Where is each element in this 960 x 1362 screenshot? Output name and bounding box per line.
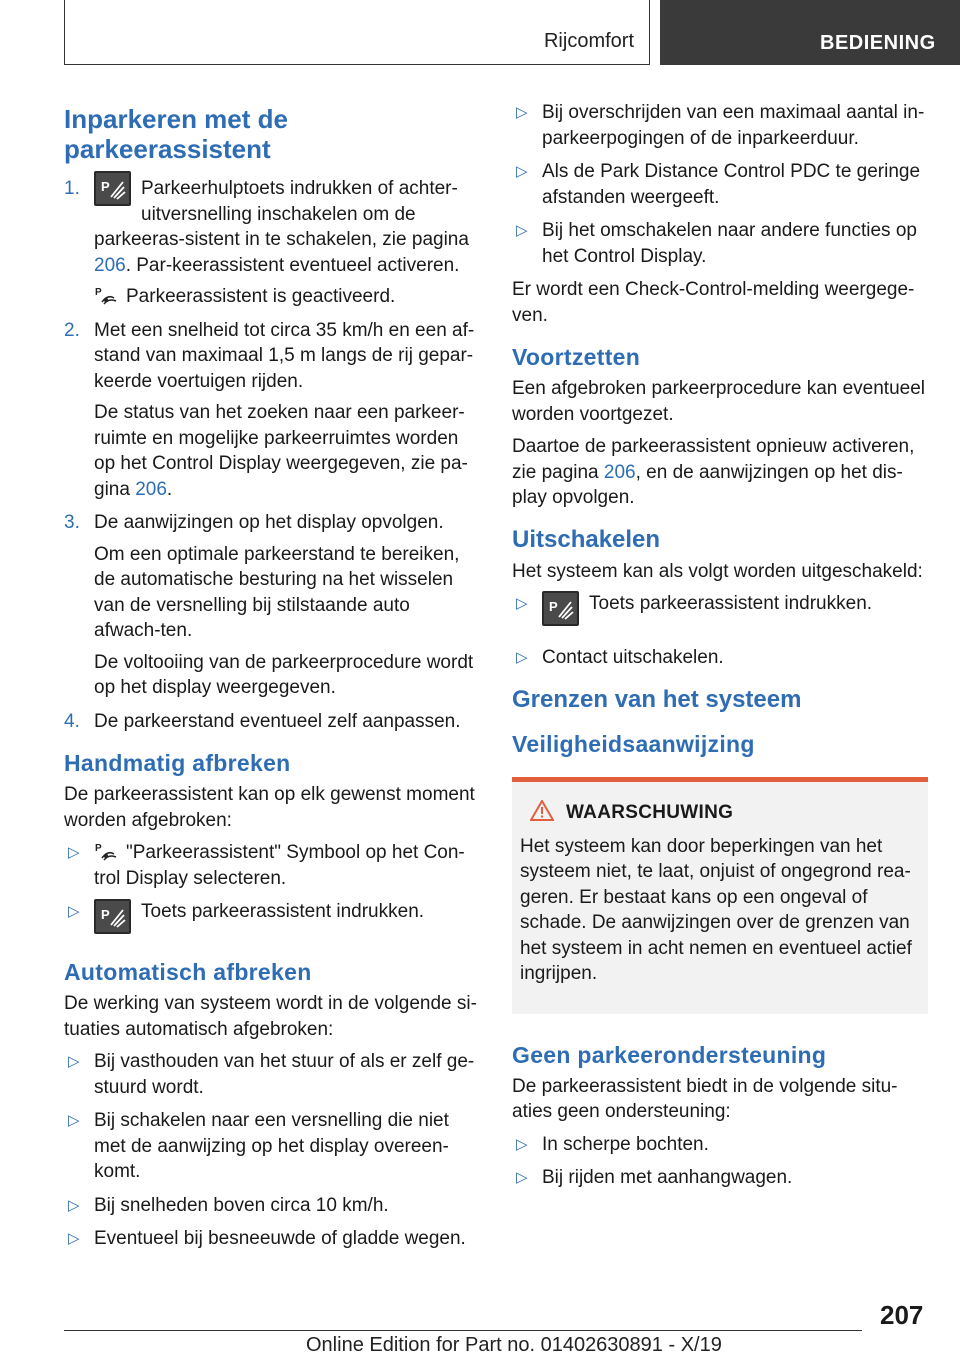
section-title-no-support: Geen parkeerondersteuning: [512, 1041, 827, 1068]
bullet-triangle-icon: ▷: [516, 222, 528, 239]
step-1-text-a: Parkeerhulptoets indrukken of achter-uitversnelling inschakelen om de parkeeras-sistent in te schakelen, zie pagina: [94, 178, 469, 250]
list-item: [64, 1049, 480, 1100]
step-2: [64, 318, 480, 503]
footer-edition: Online Edition for Part no. 01402630891 - X/19: [306, 1334, 722, 1356]
list-item-text: Als de Park Distance Control PDC te geringe afstanden weergeeft.: [542, 161, 921, 208]
resume-text-1: Een afgebroken parkeerprocedure kan eventueel worden voortgezet.: [512, 378, 926, 425]
resume-text-2a: Daartoe de parkeerassistent opnieuw activeren, zie pagina: [512, 436, 915, 483]
bullet-triangle-icon: ▷: [68, 1112, 80, 1129]
warning-title-text: WAARSCHUWING: [566, 801, 734, 823]
list-item: [512, 645, 928, 671]
page-number: 207: [880, 1300, 924, 1330]
list-item-text: Toets parkeerassistent indrukken.: [141, 901, 425, 922]
list-item-text: Bij overschrijden van een maximaal aantal in-parkeerpogingen of de inparkeerduur.: [542, 102, 925, 149]
park-assist-button-icon: [94, 171, 131, 206]
park-assist-button-icon: [542, 591, 579, 626]
auto-cancel-intro: De werking van systeem wordt in de volgende si-tuaties automatisch afgebroken:: [64, 993, 477, 1040]
park-assist-active-icon: [94, 284, 118, 306]
bullet-triangle-icon: ▷: [68, 903, 80, 920]
bullet-triangle-icon: ▷: [516, 649, 528, 666]
svg-text:P: P: [101, 179, 110, 194]
list-item-text: Eventueel bij besneeuwde of gladde wegen.: [94, 1228, 466, 1249]
step-2-text: Met een snelheid tot circa 35 km/h en een af-stand van maximaal 1,5 m langs de rij gepar-keerde voertuigen rijden.: [94, 319, 475, 392]
list-item-text: "Parkeerassistent" Symbool op het Con-trol Display selecteren.: [94, 842, 465, 889]
step-3-text: De aanwijzingen op het display opvolgen.: [94, 512, 444, 533]
park-assist-button-icon: [94, 899, 131, 934]
bullet-triangle-icon: ▷: [516, 104, 528, 121]
list-item: [64, 1226, 480, 1252]
svg-text:P: P: [549, 599, 558, 614]
warning-box: [512, 777, 928, 1014]
list-item-text: Bij rijden met aanhangwagen.: [542, 1167, 793, 1188]
step-1: [64, 176, 480, 310]
warning-text: Het systeem kan door beperkingen van het systeem niet, te laat, onjuist of ongegrond rea-geren. Er bestaat kans op een ongeval of schade. De aanwijzingen over de grenzen van het systeem in acht nemen en eventueel actief ingrijpen.: [520, 835, 912, 984]
step-3-sub-1: Om een optimale parkeerstand te bereiken, de automatische besturing na het wisselen van de versnelling bij stilstaande auto afwach-ten.: [94, 543, 460, 641]
step-3-sub-2: De voltooiing van de parkeerprocedure wordt op het display weergegeven.: [94, 651, 474, 698]
list-item: [512, 100, 928, 151]
list-item: [512, 591, 928, 637]
bullet-triangle-icon: ▷: [516, 1135, 528, 1153]
page-link-206[interactable]: 206: [135, 478, 167, 500]
step-1-text-b: . Par-keerassistent eventueel activeren.: [125, 254, 460, 276]
bullet-triangle-icon: ▷: [516, 163, 528, 180]
list-item-text: Bij snelheden boven circa 10 km/h.: [94, 1194, 389, 1216]
step-2-sub-b: .: [166, 478, 173, 500]
list-item: [512, 218, 928, 269]
page-title: Inparkeren met de parkeerassistent: [64, 104, 288, 164]
step-2-sub-a: De status van het zoeken naar een parkeer-ruimte en mogelijke parkeerruimtes worden op het Control Display weergegeven, zie pa-gina: [94, 402, 468, 500]
header-chapter-title: BEDIENING: [660, 0, 960, 65]
no-support-intro: De parkeerassistent biedt in de volgende situ-aties geen ondersteuning:: [512, 1075, 898, 1122]
list-item-text: In scherpe bochten.: [542, 1133, 709, 1155]
warning-triangle-icon: [530, 800, 554, 821]
switch-off-intro: Het systeem kan als volgt worden uitgeschakeld:: [512, 560, 923, 582]
list-item-text: Bij het omschakelen naar andere functies op het Control Display.: [542, 220, 917, 267]
step-4-text: De parkeerstand eventueel zelf aanpassen.: [94, 710, 461, 732]
section-title-system-limits: Grenzen van het systeem: [512, 685, 802, 713]
header-section-title: Rijcomfort: [543, 30, 634, 52]
page-link-206[interactable]: 206: [603, 461, 636, 483]
svg-text:P: P: [95, 287, 102, 298]
warning-title: [530, 800, 920, 824]
list-item: [512, 1132, 928, 1158]
list-item: [64, 899, 480, 943]
bullet-triangle-icon: ▷: [68, 844, 80, 861]
section-title-switch-off: Uitschakelen: [512, 525, 661, 553]
list-item-text: Bij schakelen naar een versnelling die niet met de aanwijzing op het display overeen-komt.: [94, 1110, 449, 1182]
park-assist-active-icon: [94, 840, 118, 862]
footer-divider: [64, 1330, 862, 1331]
list-item-text: Bij vasthouden van het stuur of als er zelf ge-stuurd wordt.: [94, 1051, 475, 1098]
manual-cancel-intro: De parkeerassistent kan op elk gewenst moment worden afgebroken:: [64, 784, 475, 831]
right-column: [512, 100, 928, 1199]
list-item: [512, 159, 928, 210]
left-column: [64, 100, 480, 1260]
bullet-triangle-icon: ▷: [68, 1053, 80, 1070]
list-item: [64, 1108, 480, 1185]
bullet-triangle-icon: ▷: [516, 595, 528, 612]
page-link-206[interactable]: 206: [94, 254, 126, 276]
svg-text:P: P: [95, 843, 102, 854]
list-item-text: Toets parkeerassistent indrukken.: [589, 593, 873, 614]
section-title-manual-cancel: Handmatig afbreken: [64, 750, 291, 776]
list-item: [64, 1193, 480, 1219]
resume-text-2b: , en de aanwijzingen op het dis-play opvolgen.: [512, 461, 903, 508]
bullet-triangle-icon: ▷: [516, 1169, 528, 1186]
bullet-triangle-icon: ▷: [68, 1196, 80, 1214]
step-number: 4.: [64, 710, 80, 732]
section-title-safety: Veiligheidsaanwijzing: [512, 730, 755, 757]
step-number: 1.: [64, 178, 80, 199]
step-1-sub: Parkeerassistent is geactiveerd.: [126, 286, 396, 307]
step-number: 3.: [64, 512, 80, 533]
check-control-note: Er wordt een Check-Control-melding weergege-ven.: [512, 279, 915, 326]
list-item-text: Contact uitschakelen.: [542, 647, 724, 668]
step-3: [64, 510, 480, 701]
step-4: [64, 709, 480, 735]
step-number: 2.: [64, 319, 80, 341]
section-title-auto-cancel: Automatisch afbreken: [64, 959, 312, 985]
section-title-resume: Voortzetten: [512, 344, 641, 370]
bullet-triangle-icon: ▷: [68, 1230, 80, 1247]
list-item: [512, 1165, 928, 1191]
svg-text:P: P: [101, 907, 110, 922]
list-item: [64, 840, 480, 891]
